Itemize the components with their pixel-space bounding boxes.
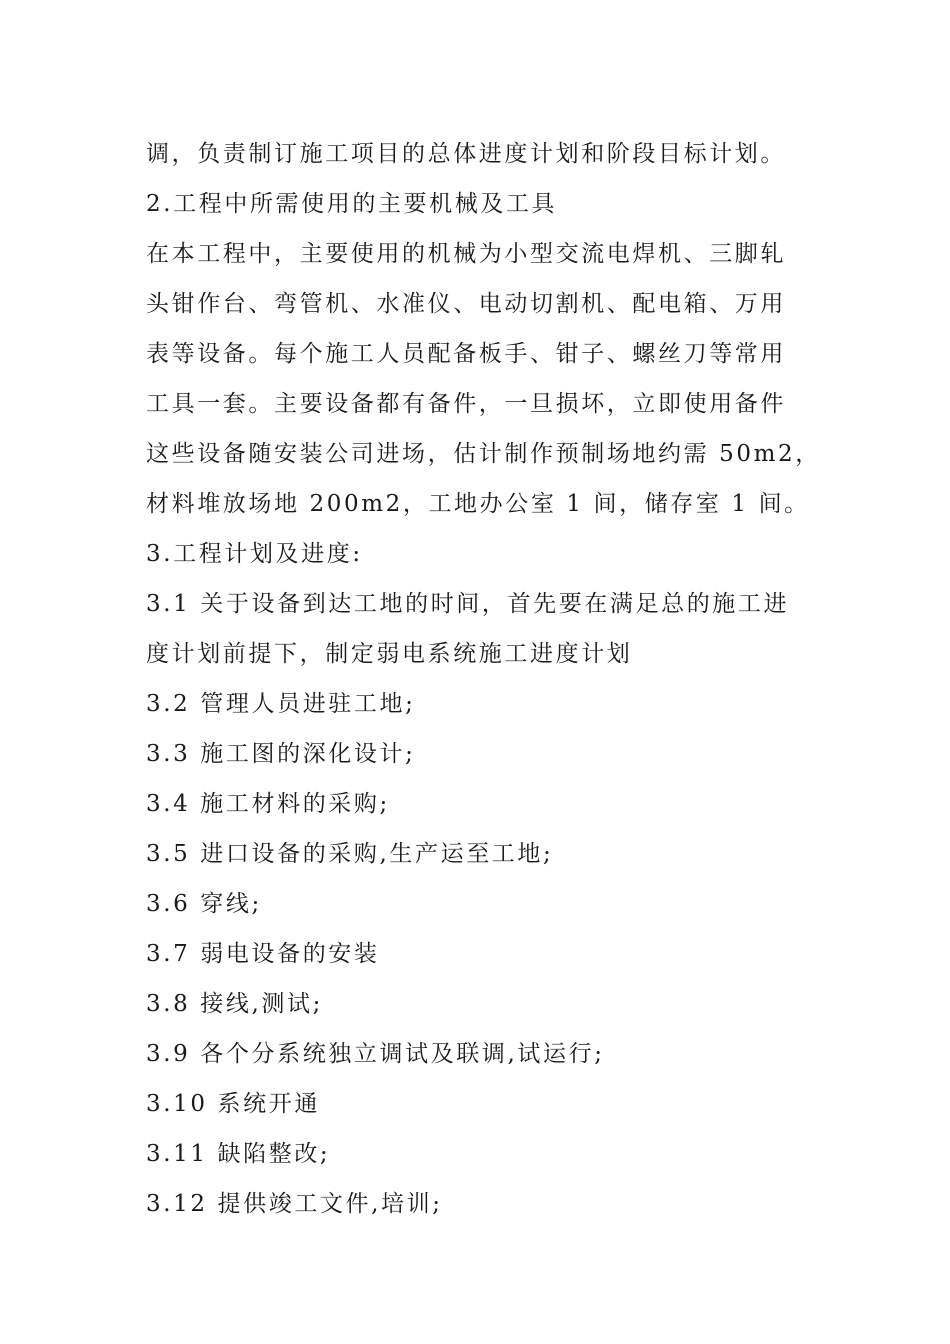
paragraph-line: 在本工程中，主要使用的机械为小型交流电焊机、三脚轧 bbox=[146, 241, 786, 267]
section-heading-2: 2.工程中所需使用的主要机械及工具 bbox=[146, 191, 558, 217]
paragraph-line: 头钳作台、弯管机、水准仪、电动切割机、配电箱、万用 bbox=[146, 291, 786, 317]
paragraph-line: 工具一套。主要设备都有备件，一旦损坏，立即使用备件 bbox=[146, 391, 786, 417]
list-item-3-8: 3.8 接线,测试; bbox=[146, 991, 323, 1017]
list-item-3-5: 3.5 进口设备的采购,生产运至工地; bbox=[146, 841, 554, 867]
list-item-3-1-continued: 度计划前提下，制定弱电系统施工进度计划 bbox=[146, 641, 633, 667]
paragraph-line: 表等设备。每个施工人员配备板手、钳子、螺丝刀等常用 bbox=[146, 341, 786, 367]
list-item-3-6: 3.6 穿线; bbox=[146, 891, 262, 917]
list-item-3-1: 3.1 关于设备到达工地的时间，首先要在满足总的施工进 bbox=[146, 591, 790, 617]
section-heading-3: 3.工程计划及进度: bbox=[146, 541, 363, 567]
list-item-3-3: 3.3 施工图的深化设计; bbox=[146, 741, 416, 767]
list-item-3-7: 3.7 弱电设备的安装 bbox=[146, 941, 380, 967]
list-item-3-4: 3.4 施工材料的采购; bbox=[146, 791, 390, 817]
paragraph-line: 调，负责制订施工项目的总体进度计划和阶段目标计划。 bbox=[146, 141, 786, 167]
list-item-3-12: 3.12 提供竣工文件,培训; bbox=[146, 1191, 443, 1217]
list-item-3-10: 3.10 系统开通 bbox=[146, 1091, 320, 1117]
list-item-3-9: 3.9 各个分系统独立调试及联调,试运行; bbox=[146, 1041, 605, 1067]
list-item-3-11: 3.11 缺陷整改; bbox=[146, 1141, 331, 1167]
paragraph-line: 这些设备随安装公司进场，估计制作预制场地约需 50m2， bbox=[146, 441, 821, 467]
list-item-3-2: 3.2 管理人员进驻工地; bbox=[146, 691, 416, 717]
document-body bbox=[146, 129, 821, 1229]
paragraph-line: 材料堆放场地 200m2，工地办公室 1 间，储存室 1 间。 bbox=[146, 491, 810, 517]
